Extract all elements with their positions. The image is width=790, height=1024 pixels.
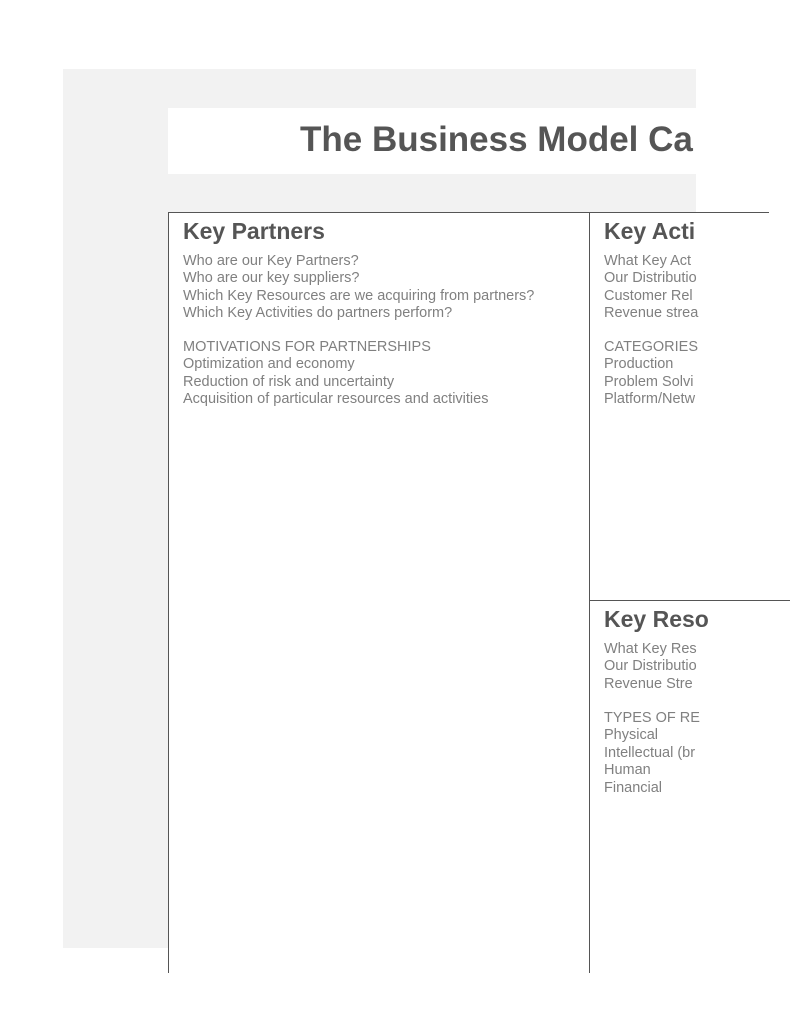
question-line: Revenue Stre <box>604 675 693 692</box>
page-title: The Business Model Ca <box>300 120 693 159</box>
key-partners-motivations <box>183 339 488 409</box>
question-line: Customer Rel <box>604 287 693 304</box>
document-page <box>63 69 709 948</box>
key-partners-block <box>169 213 590 973</box>
question-line: Revenue strea <box>604 305 699 322</box>
key-resources-types <box>604 710 700 797</box>
key-activities-heading: Key Acti <box>604 218 696 244</box>
motivation-line: Reduction of risk and uncertainty <box>183 373 395 390</box>
business-model-canvas <box>168 212 769 973</box>
category-line: Problem Solvi <box>604 373 694 390</box>
key-resources-questions <box>604 641 697 693</box>
section-subheading: CATEGORIES <box>604 339 698 355</box>
type-line: Financial <box>604 779 663 796</box>
question-line: Our Distributio <box>604 270 697 287</box>
key-activities-questions <box>604 253 698 323</box>
title-bar <box>168 108 768 174</box>
question-line: Who are our key suppliers? <box>183 270 360 287</box>
type-line: Human <box>604 762 651 779</box>
key-activities-block <box>590 213 790 601</box>
key-partners-heading: Key Partners <box>183 218 325 244</box>
type-line: Physical <box>604 727 658 744</box>
key-resources-heading: Key Reso <box>604 606 709 632</box>
section-subheading: TYPES OF RE <box>604 710 700 726</box>
question-line: Who are our Key Partners? <box>183 253 359 269</box>
key-resources-block <box>590 601 790 981</box>
key-partners-questions <box>183 253 534 323</box>
question-line: What Key Res <box>604 641 697 657</box>
question-line: What Key Act <box>604 253 692 269</box>
category-line: Production <box>604 356 674 373</box>
question-line: Our Distributio <box>604 658 697 675</box>
type-line: Intellectual (br <box>604 744 696 761</box>
question-line: Which Key Activities do partners perform? <box>183 305 453 322</box>
motivation-line: Optimization and economy <box>183 356 355 373</box>
category-line: Platform/Netw <box>604 391 696 408</box>
key-activities-categories <box>604 339 698 409</box>
question-line: Which Key Resources are we acquiring from partners? <box>183 287 535 304</box>
section-subheading: MOTIVATIONS FOR PARTNERSHIPS <box>183 339 431 355</box>
motivation-line: Acquisition of particular resources and activities <box>183 391 489 408</box>
